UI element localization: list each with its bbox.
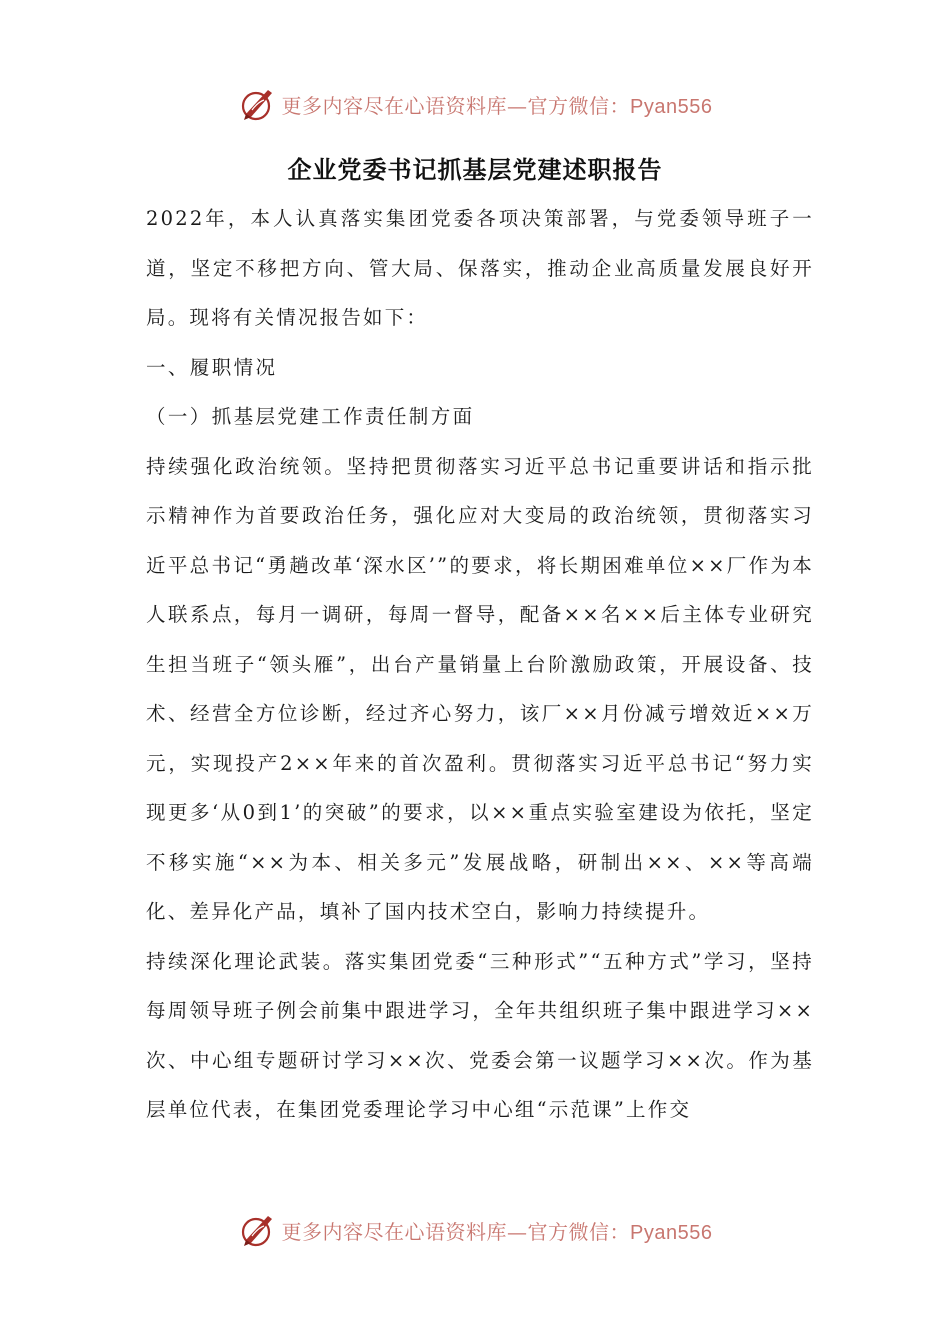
- body-paragraph: 持续强化政治统领。坚持把贯彻落实习近平总书记重要讲话和指示批示精神作为首要政治任务，强化应对大变局的政治统领，贯彻落实习近平总书记“勇趟改革‘深水区’”的要求，将长期困难单位××厂作为本人联系点，每月一调研，每周一督导，配备××名××后主体专业研究生担当班子“领头雁”，出台产量销量上台阶激励政策，开展设备、技术、经营全方位诊断，经过齐心努力，该厂××月份减亏增效近××万元，实现投产2××年来的首次盈利。贯彻落实习近平总书记“努力实现更多‘从0到1’的突破”的要求，以××重点实验室建设为依托，坚定不移实施“××为本、相关多元”发展战略，研制出××、××等高端化、差异化产品，填补了国内技术空白，影响力持续提升。: [146, 454, 814, 923]
- watermark-header: [0, 82, 950, 126]
- subsection-heading: （一）抓基层党建工作责任制方面: [146, 405, 475, 428]
- document-body: [146, 194, 814, 1135]
- section-heading: 一、履职情况: [146, 355, 278, 379]
- document-title: 企业党委书记抓基层党建述职报告: [287, 155, 663, 184]
- watermark-wechat-id: Pyan556: [630, 1221, 713, 1244]
- watermark-label: 更多内容尽在心语资料库—官方微信：: [281, 93, 631, 118]
- pen-circle-logo-icon: [238, 1210, 278, 1250]
- watermark-footer: [0, 1208, 950, 1252]
- watermark-text: [282, 1216, 713, 1245]
- intro-paragraph: 2022年，本人认真落实集团党委各项决策部署，与党委领导班子一道，坚定不移把方向、管大局、保落实，推动企业高质量发展良好开局。现将有关情况报告如下：: [146, 207, 814, 329]
- watermark-text: [282, 90, 713, 119]
- watermark-label: 更多内容尽在心语资料库—官方微信：: [281, 1219, 631, 1244]
- pen-circle-logo-icon: [238, 84, 278, 124]
- watermark-wechat-id: Pyan556: [630, 95, 713, 118]
- body-paragraph: 持续深化理论武装。落实集团党委“三种形式”“五种方式”学习，坚持每周领导班子例会前集中跟进学习，全年共组织班子集中跟进学习××次、中心组专题研讨学习××次、党委会第一议题学习××次。作为基层单位代表，在集团党委理论学习中心组“示范课”上作交: [146, 949, 814, 1121]
